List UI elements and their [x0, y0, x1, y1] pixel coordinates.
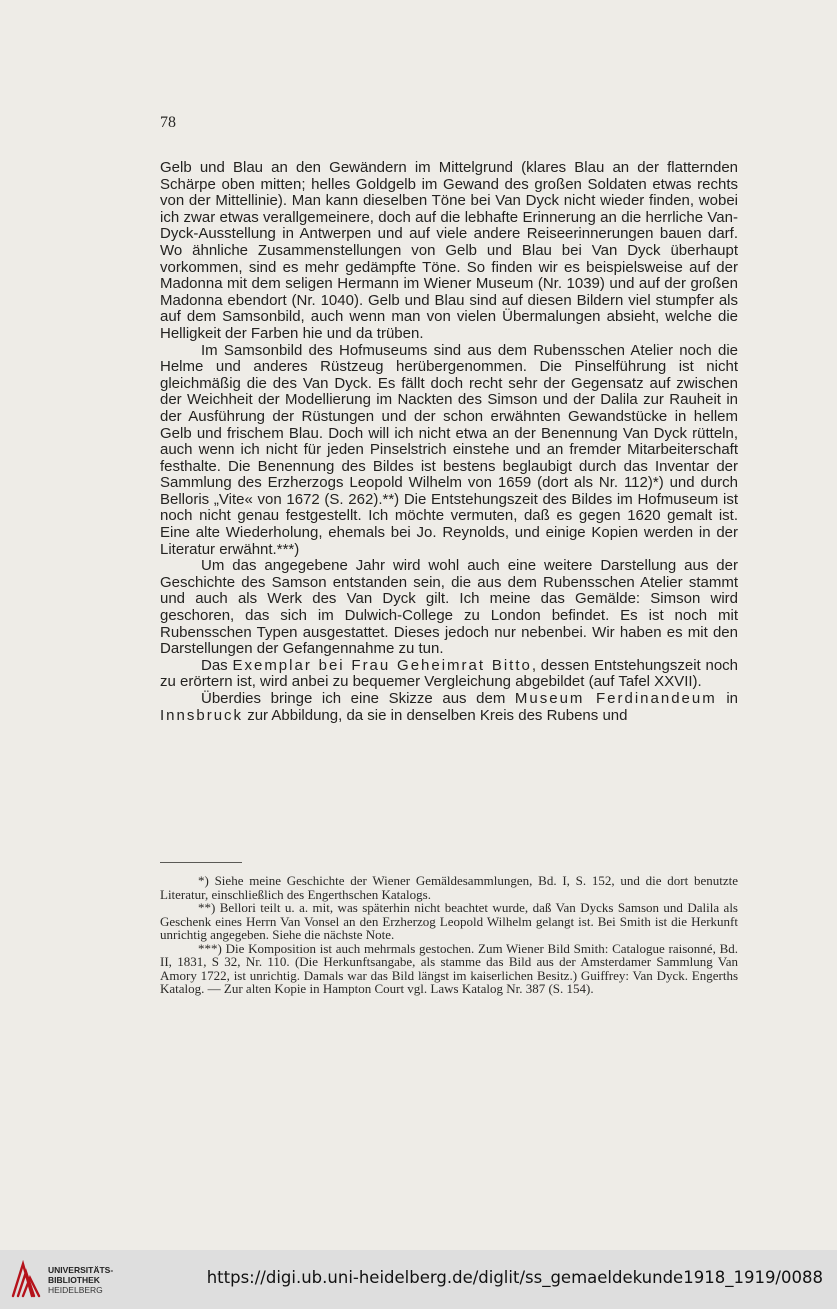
paragraph-5-rest: zur Abbildung, da sie in denselben Kreis des Rubens und: [243, 706, 628, 724]
footnotes: [160, 874, 738, 996]
footnote-3: ***) Die Komposition ist auch mehrmals gestochen. Zum Wiener Bild Smith: Catalogue raisonné, Bd. II, 1831, S 32, Nr. 110. (Die Herkunftsangabe, als stamme das Bild aus der Amsterdamer Sammlung Van Amory 1722, ist unrichtig. Damals war das Bild längst im kaiserlichen Besitz.) Guiffrey: Van Dyck. Engerths Katalog. — Zur alten Kopie in Hampton Court vgl. Laws Katalog Nr. 387 (S. 154).: [160, 940, 738, 996]
library-name-line-3: HEIDELBERG: [48, 1285, 103, 1295]
page-number: 78: [160, 114, 176, 131]
paragraph-1: Gelb und Blau an den Gewändern im Mittelgrund (klares Blau an der flatternden Schärpe oben mitten; helles Goldgelb im Gewand des großen Soldaten etwas rechts von der Mittellinie). Man kann dieselben Töne bei Van Dyck nicht wieder finden, wobei ich zwar etwas verallgemeinere, doch auf die lebhafte Erinnerung an die herrliche Van-Dyck-Ausstellung in Antwerpen und auf viele andere Reiseerinnerungen bauen darf. Wo ähnliche Zusammenstellungen von Gelb und Blau bei Van Dyck überhaupt vorkommen, sind es mehr gedämpfte Töne. So finden wir es beispielsweise auf der Madonna mit dem seligen Hermann im Wiener Museum (Nr. 1039) und auf der großen Madonna ebendort (Nr. 1040). Gelb und Blau sind auf diesen Bildern viel stumpfer als auf dem Samsonbild, auch wenn man von vielen Übermalungen absieht, welche die Helligkeit der Farben hie und da trüben.: [160, 159, 738, 342]
library-name: [48, 1265, 113, 1295]
body-text: [160, 160, 738, 724]
paragraph-5-mid: in: [716, 690, 738, 707]
paragraph-4-rest: , dessen Entstehungszeit noch zu erörtern ist, wird anbei zu bequemer Vergleichung abgebildet (auf Tafel XXVII).: [160, 656, 739, 691]
permalink-url[interactable]: https://digi.ub.uni-heidelberg.de/diglit/ss_gemaeldekunde1918_1919/0088: [206, 1268, 823, 1287]
paragraph-2: Im Samsonbild des Hofmuseums sind aus dem Rubensschen Atelier noch die Helme und anderes Rüstzeug herübergenommen. Die Pinselführung ist nicht gleichmäßig die des Van Dyck. Es fällt doch recht sehr der Gegensatz auf zwischen der Weichheit der Modellierung im Nackten des Simson und der Dalila zur Rauheit in der Ausführung der Rüstungen und der schon erwähnten Gewandstücke in hellem Gelb und frischem Blau. Doch will ich nicht etwa an der Benennung Van Dyck rütteln, auch wenn ich nicht für jeden Pinselstrich einstehe und an fremder Mitarbeiterschaft festhalte. Die Benennung des Bildes ist bestens beglaubigt durch das Inventar der Sammlung des Erzherzogs Leopold Wilhelm von 1659 (dort als Nr. 112)*) und durch Belloris „Vite« von 1672 (S. 262).**) Die Entstehungszeit des Bildes im Hofmuseum ist noch nicht genau festgestellt. Ich möchte vermuten, daß es gegen 1620 gemalt ist. Eine alte Wiederholung, ehemals bei Jo. Reynolds, und einige Kopien werden in der Literatur erwähnt.***): [160, 341, 738, 558]
paragraph-5-emphasis-museum: Museum Ferdinandeum: [514, 690, 717, 707]
paragraph-4-emphasis: Exemplar bei Frau Geheimrat Bitto: [232, 656, 532, 674]
library-name-line-2: BIBLIOTHEK: [48, 1275, 100, 1285]
paragraph-5-emphasis-city: Innsbruck: [160, 706, 244, 724]
footnote-1: *) Siehe meine Geschichte der Wiener Gemäldesammlungen, Bd. I, S. 152, und die dort benutzte Literatur, einschließlich des Engerthschen Katalogs.: [160, 873, 738, 902]
viewer-footer: [0, 1250, 837, 1309]
paragraph-3: Um das angegebene Jahr wird wohl auch eine weitere Darstellung aus der Geschichte des Samson entstanden sein, die aus dem Rubensschen Atelier stammt und auch als Werk des Van Dyck gilt. Ich meine das Gemälde: Simson wird geschoren, das sich im Dulwich-College zu London befindet. Es ist noch mit Rubensschen Typen ausgestattet. Dieses jedoch nur nebenbei. Wir haben es mit den Darstellungen der Gefangennahme zu tun.: [160, 557, 738, 658]
library-name-line-1: UNIVERSITÄTS-: [48, 1265, 114, 1275]
footnote-divider: [160, 862, 242, 863]
paragraph-4: [160, 658, 738, 691]
paragraph-5: [160, 691, 738, 724]
footnote-2: **) Bellori teilt u. a. mit, was späterhin nicht beachtet wurde, daß Van Dycks Samson und Dalila als Geschenk eines Herrn Van Vonsel an den Erzherzog Leopold Wilhelm gelangt ist. Bei Smith ist die Herkunft unrichtig angegeben. Siehe die nächste Note.: [160, 900, 738, 942]
paragraph-5-lead: Überdies bringe ich eine Skizze aus dem: [201, 690, 515, 707]
paragraph-4-lead: Das: [201, 656, 233, 674]
library-logo-icon[interactable]: [10, 1260, 42, 1298]
